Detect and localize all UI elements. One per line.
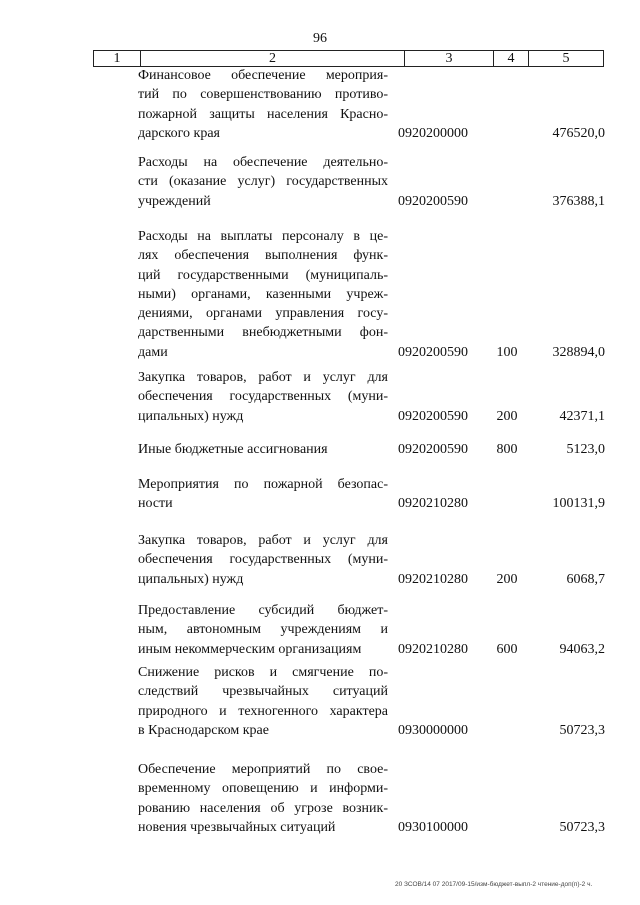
row-code: 0920200000 xyxy=(398,125,468,141)
description-line: природного и техногенного характера xyxy=(138,703,388,719)
description-line: следствий чрезвычайных ситуаций xyxy=(138,684,388,700)
table-header-row xyxy=(93,50,604,67)
description-line: Снижение рисков и смягчение по- xyxy=(138,665,388,680)
row-code: 0920210280 xyxy=(398,641,468,657)
description-line: новения чрезвычайных ситуаций xyxy=(138,819,336,835)
description-line: учреждений xyxy=(138,193,211,209)
row-amount: 94063,2 xyxy=(559,641,605,657)
row-description xyxy=(138,663,388,740)
description-line: Мероприятия по пожарной безопас- xyxy=(138,477,388,492)
description-line: пожарной защиты населения Красно- xyxy=(138,106,388,122)
row-expense-type: 200 xyxy=(496,571,518,587)
description-line: ным, автономным учреждениям и xyxy=(138,622,388,638)
row-amount: 42371,1 xyxy=(559,408,605,424)
row-description xyxy=(138,66,388,143)
description-line: дениями, органами управления госу- xyxy=(138,306,388,322)
description-line: сти (оказание услуг) государственных xyxy=(138,174,388,190)
row-expense-type: 200 xyxy=(496,408,518,424)
description-line: обеспечения государственных (муни- xyxy=(138,552,388,568)
row-code: 0920200590 xyxy=(398,408,468,424)
description-line: в Краснодарском крае xyxy=(138,722,269,738)
row-amount: 476520,0 xyxy=(552,125,605,141)
description-line: Обеспечение мероприятий по свое- xyxy=(138,762,388,777)
header-cell-4: 4 xyxy=(494,51,529,66)
description-line: ципальных) нужд xyxy=(138,408,244,424)
description-line: временному оповещению и информи- xyxy=(138,781,388,797)
description-line: иным некоммерческим организациям xyxy=(138,641,362,657)
row-expense-type: 100 xyxy=(496,344,518,360)
row-description xyxy=(138,760,388,837)
header-cell-5: 5 xyxy=(562,51,570,66)
row-amount: 50723,3 xyxy=(559,722,605,738)
row-description xyxy=(138,368,388,426)
description-line: дами xyxy=(138,344,168,360)
header-cell-1: 1 xyxy=(94,51,141,66)
row-code: 0920210280 xyxy=(398,571,468,587)
description-line: обеспечения государственных (муни- xyxy=(138,389,388,405)
row-code: 0920200590 xyxy=(398,442,468,457)
description-line: рованию населения об угрозе возник- xyxy=(138,800,388,816)
row-description xyxy=(138,153,388,211)
description-line: Закупка товаров, работ и услуг для xyxy=(138,370,388,385)
description-line: Финансовое обеспечение мероприя- xyxy=(138,68,388,83)
row-expense-type: 600 xyxy=(496,641,518,657)
description-line: Расходы на выплаты персоналу в це- xyxy=(138,229,388,244)
footer-note: 20 ЗСОВ/14 07 2017/09-15/изм-бюджет-выпл-2 чтение-доп(п)-2 ч. xyxy=(395,881,593,888)
row-amount: 376388,1 xyxy=(552,193,605,209)
row-description xyxy=(138,601,388,659)
row-description xyxy=(138,531,388,589)
description-line: дарственными внебюджетными фон- xyxy=(138,325,388,341)
description-line: ности xyxy=(138,496,173,512)
row-code: 0930000000 xyxy=(398,722,468,738)
row-code: 0930100000 xyxy=(398,819,468,835)
row-code: 0920210280 xyxy=(398,496,468,512)
description-line: лях обеспечения выполнения функ- xyxy=(138,248,388,264)
description-line: ными) органами, казенными учреж- xyxy=(138,286,388,302)
row-amount: 100131,9 xyxy=(552,496,605,512)
row-amount: 50723,3 xyxy=(559,819,605,835)
row-amount: 328894,0 xyxy=(552,344,605,360)
row-description xyxy=(138,475,388,514)
description-line: Предоставление субсидий бюджет- xyxy=(138,603,388,618)
description-line: ципальных) нужд xyxy=(138,571,244,587)
row-amount: 5123,0 xyxy=(566,442,605,457)
description-line: ций государственными (муниципаль- xyxy=(138,267,388,283)
header-cell-3: 3 xyxy=(405,51,494,66)
row-description xyxy=(138,440,388,459)
header-cell-2: 2 xyxy=(141,51,405,66)
description-line: Расходы на обеспечение деятельно- xyxy=(138,155,388,170)
row-code: 0920200590 xyxy=(398,193,468,209)
row-description xyxy=(138,227,388,362)
page-number: 96 xyxy=(313,31,327,46)
row-code: 0920200590 xyxy=(398,344,468,360)
description-line: тий по совершенствованию противо- xyxy=(138,87,388,103)
row-expense-type: 800 xyxy=(496,442,518,457)
description-line: Иные бюджетные ассигнования xyxy=(138,442,328,457)
description-line: дарского края xyxy=(138,125,220,141)
row-amount: 6068,7 xyxy=(566,571,605,587)
description-line: Закупка товаров, работ и услуг для xyxy=(138,533,388,548)
